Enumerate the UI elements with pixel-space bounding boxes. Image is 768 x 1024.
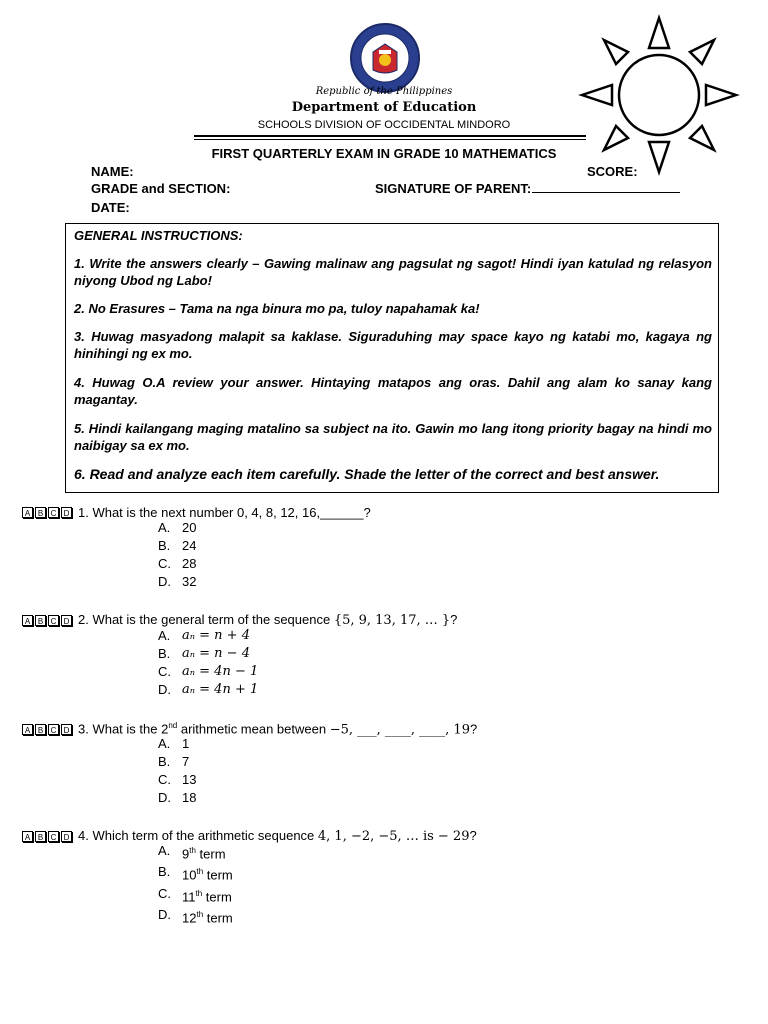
option-c	[158, 885, 233, 906]
option-letter: C.	[158, 556, 171, 571]
option-d	[158, 906, 233, 927]
question-text-part: 2. What is the general term of the sequence	[78, 612, 334, 627]
option-a	[158, 842, 233, 863]
bubble-b[interactable]: B	[35, 615, 46, 626]
option-math: aₙ = n + 4	[182, 628, 250, 643]
option-number: 10	[182, 867, 197, 883]
question-math: −5, ___, ____, ____, 19	[329, 722, 470, 738]
instruction-item: 2. No Erasures – Tama na nga binura mo pa, tuloy napahamak ka!	[74, 301, 480, 316]
option-b	[158, 863, 233, 884]
option-suffix: term	[195, 846, 226, 862]
option-d	[158, 573, 196, 591]
option-letter: B.	[158, 646, 171, 661]
option-letter: D.	[158, 790, 171, 805]
option-d	[158, 789, 196, 807]
bubble-b[interactable]: B	[35, 507, 46, 518]
bubble-d[interactable]: D	[61, 507, 72, 518]
ordinal-suffix: th	[189, 846, 196, 855]
option-b	[158, 645, 258, 663]
option-letter: A.	[158, 520, 171, 535]
ordinal-suffix: nd	[168, 721, 178, 730]
bubble-c[interactable]: C	[48, 615, 59, 626]
instruction-item: 6. Read and analyze each item carefully. Shade the letter of the correct and best answer.	[74, 466, 660, 482]
option-text: 32	[182, 574, 197, 589]
option-c	[158, 555, 196, 573]
question-3	[22, 721, 477, 737]
signature-label: SIGNATURE OF PARENT:	[375, 181, 532, 196]
deped-seal-icon	[349, 22, 421, 94]
answer-bubbles	[22, 507, 72, 518]
option-a	[158, 627, 258, 645]
option-letter: D.	[158, 906, 171, 922]
ordinal-suffix: th	[196, 867, 204, 877]
option-number: 9	[182, 846, 190, 862]
instruction-item: 3. Huwag masyadong malapit sa kaklase. Siguraduhing may space kayo ng katabi mo, kagaya ng hinihingi ng ex mo.	[74, 329, 712, 361]
header-rule	[194, 135, 586, 137]
question-math: 4, 1, −2, −5, … is − 29	[317, 829, 470, 844]
option-letter: B.	[158, 754, 171, 769]
option-letter: B.	[158, 538, 171, 553]
option-math: aₙ = n − 4	[182, 646, 250, 661]
question-math: {5, 9, 13, 17, … }	[333, 613, 451, 628]
option-letter: B.	[158, 864, 171, 880]
department-name: Department of Education	[291, 100, 477, 115]
answer-bubbles	[22, 724, 72, 735]
question-4	[22, 828, 477, 844]
option-suffix: term	[202, 888, 232, 904]
bubble-d[interactable]: D	[61, 724, 72, 735]
option-letter: D.	[158, 682, 171, 697]
option-text: 7	[182, 754, 190, 769]
question-text: 1. What is the next number 0, 4, 8, 12, 16,______?	[78, 505, 371, 520]
option-letter: C.	[158, 772, 171, 787]
option-letter: A.	[158, 843, 171, 858]
score-label: SCORE:	[587, 164, 638, 179]
option-c	[158, 663, 258, 681]
option-text: 18	[182, 790, 197, 805]
instruction-item: 5. Hindi kailangang maging matalino sa subject na ito. Gawin mo lang itong priority bagay na hindi mo naibigay sa ex mo.	[74, 421, 712, 453]
option-math: aₙ = 4n − 1	[182, 664, 259, 679]
option-c	[158, 771, 196, 789]
signature-field[interactable]	[375, 181, 680, 196]
instructions-heading: GENERAL INSTRUCTIONS:	[74, 228, 243, 243]
division-name: SCHOOLS DIVISION OF OCCIDENTAL MINDORO	[257, 119, 511, 131]
option-text: 13	[182, 772, 197, 787]
date-label: DATE:	[91, 200, 130, 215]
bubble-c[interactable]: C	[48, 831, 59, 842]
question-1-options	[158, 519, 196, 591]
signature-line[interactable]	[532, 181, 680, 193]
option-text	[182, 885, 232, 906]
option-a	[158, 519, 196, 537]
question-2	[22, 612, 457, 628]
question-text-part: ?	[469, 828, 477, 843]
question-text-part: arithmetic mean between	[177, 721, 330, 737]
option-a	[158, 735, 196, 753]
bubble-d[interactable]: D	[61, 831, 72, 842]
question-1	[22, 505, 371, 520]
answer-bubbles	[22, 831, 72, 842]
bubble-a[interactable]: A	[22, 507, 33, 518]
option-text	[182, 863, 233, 884]
option-text: 24	[182, 538, 197, 553]
question-3-options	[158, 735, 196, 807]
bubble-d[interactable]: D	[61, 615, 72, 626]
option-text	[182, 842, 226, 863]
bubble-a[interactable]: A	[22, 724, 33, 735]
bubble-c[interactable]: C	[48, 507, 59, 518]
question-2-options	[158, 627, 258, 699]
answer-bubbles	[22, 615, 72, 626]
option-text: 28	[182, 556, 197, 571]
header-rule-thin	[194, 139, 586, 140]
name-label: NAME:	[91, 164, 134, 179]
option-letter: C.	[158, 885, 171, 901]
option-text: 20	[182, 520, 197, 535]
instruction-item: 1. Write the answers clearly – Gawing malinaw ang pagsulat ng sagot! Hindi iyan katulad ng relasyon niyong Ubod ng Labo!	[74, 256, 712, 288]
option-letter: C.	[158, 664, 171, 679]
question-text-part: 4. Which term of the arithmetic sequence	[78, 828, 318, 843]
question-text	[78, 612, 457, 628]
option-b	[158, 537, 196, 555]
question-text	[78, 721, 477, 737]
option-number: 11	[182, 888, 196, 904]
option-letter: A.	[158, 736, 171, 751]
republic-line: Republic of the Philippines	[315, 86, 453, 97]
ordinal-suffix: th	[195, 888, 203, 898]
exam-title: FIRST QUARTERLY EXAM IN GRADE 10 MATHEMATICS	[211, 146, 557, 161]
option-suffix: term	[203, 867, 233, 883]
question-text-part: ?	[450, 612, 458, 627]
bubble-b[interactable]: B	[35, 724, 46, 735]
instruction-item: 4. Huwag O.A review your answer. Hintaying matapos ang oras. Dahil ang alam ko sanay kang magantay.	[74, 375, 712, 407]
option-text	[182, 906, 233, 927]
option-number: 12	[182, 910, 197, 926]
option-letter: D.	[158, 574, 171, 589]
question-4-options	[158, 842, 233, 927]
option-text: 1	[182, 736, 190, 751]
bubble-b[interactable]: B	[35, 831, 46, 842]
option-d	[158, 681, 258, 699]
option-math: aₙ = 4n + 1	[182, 682, 259, 697]
option-b	[158, 753, 196, 771]
bubble-a[interactable]: A	[22, 615, 33, 626]
question-text-part: ?	[469, 721, 478, 737]
bubble-c[interactable]: C	[48, 724, 59, 735]
grade-section-label: GRADE and SECTION:	[91, 181, 231, 196]
option-suffix: term	[203, 910, 233, 926]
question-text	[78, 828, 477, 844]
ordinal-suffix: th	[196, 909, 204, 919]
question-text-part: 3. What is the 2	[78, 721, 169, 737]
bubble-a[interactable]: A	[22, 831, 33, 842]
option-letter: A.	[158, 628, 171, 643]
